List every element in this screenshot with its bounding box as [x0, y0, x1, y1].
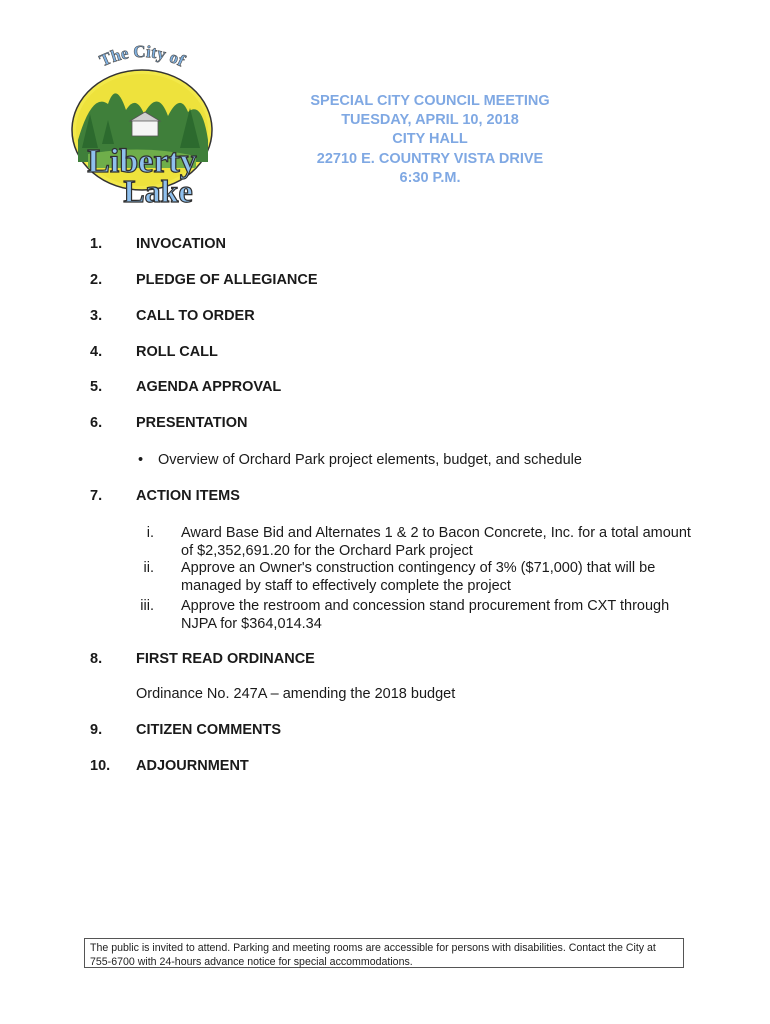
agenda-item-number: 10.	[90, 758, 111, 774]
agenda-item-label: CALL TO ORDER	[136, 308, 255, 324]
agenda-item-number: 9.	[90, 722, 103, 738]
agenda-item-label: CITIZEN COMMENTS	[136, 722, 281, 738]
svg-text:The City of	[97, 44, 189, 71]
agenda-item-label: PRESENTATION	[136, 415, 248, 431]
agenda-item-number: 4.	[90, 344, 103, 360]
logo-word-lake: Lake	[123, 173, 193, 209]
agenda-item-number: 7.	[90, 488, 103, 504]
meeting-time: 6:30 P.M.	[399, 169, 461, 186]
presentation-bullet-text: Overview of Orchard Park project elements, budget, and schedule	[158, 452, 582, 468]
agenda-item-number: 8.	[90, 651, 103, 667]
action-item-text: Approve the restroom and concession stand procurement from CXT through NJPA for $364,014.34	[181, 598, 670, 633]
meeting-date: TUESDAY, APRIL 10, 2018	[341, 112, 519, 129]
agenda-item-number: 2.	[90, 272, 103, 288]
agenda-item-number: 6.	[90, 415, 103, 431]
logo-top-text: The City of	[96, 44, 188, 71]
logo-word-liberty: Liberty	[87, 143, 197, 180]
agenda-item-label: ROLL CALL	[136, 344, 218, 360]
liberty-lake-logo	[62, 44, 222, 212]
meeting-venue: CITY HALL	[392, 131, 468, 148]
bullet-icon: •	[138, 452, 144, 468]
agenda-item-number: 3.	[90, 308, 103, 324]
ordinance-text: Ordinance No. 247A – amending the 2018 budget	[136, 686, 456, 702]
meeting-header	[250, 92, 610, 188]
action-item-numeral: iii.	[140, 598, 154, 614]
action-item-text: Approve an Owner's construction contingency of 3% ($71,000) that will be managed by staff to effectively complete the project	[181, 560, 656, 595]
public-notice-box: The public is invited to attend. Parking and meeting rooms are accessible for persons with disabilities. Contact the City at 755-6700 with 24-hours advance notice for special accommodations.	[84, 938, 684, 968]
agenda-item-label: ACTION ITEMS	[136, 488, 240, 504]
action-item-numeral: i.	[146, 525, 154, 541]
agenda-item-label: FIRST READ ORDINANCE	[136, 651, 315, 667]
meeting-address: 22710 E. COUNTRY VISTA DRIVE	[316, 150, 544, 167]
action-item-text: Award Base Bid and Alternates 1 & 2 to Bacon Concrete, Inc. for a total amount of $2,352,691.20 for the Orchard Park project	[181, 525, 691, 560]
agenda-item-number: 1.	[90, 236, 103, 252]
action-item-numeral: ii.	[143, 560, 154, 576]
agenda-item-number: 5.	[90, 379, 103, 395]
agenda-item-label: INVOCATION	[136, 236, 226, 252]
agenda-item-label: PLEDGE OF ALLEGIANCE	[136, 272, 318, 288]
agenda-item-label: AGENDA APPROVAL	[136, 379, 282, 395]
meeting-title: SPECIAL CITY COUNCIL MEETING	[310, 93, 550, 109]
agenda-item-label: ADJOURNMENT	[136, 758, 249, 774]
